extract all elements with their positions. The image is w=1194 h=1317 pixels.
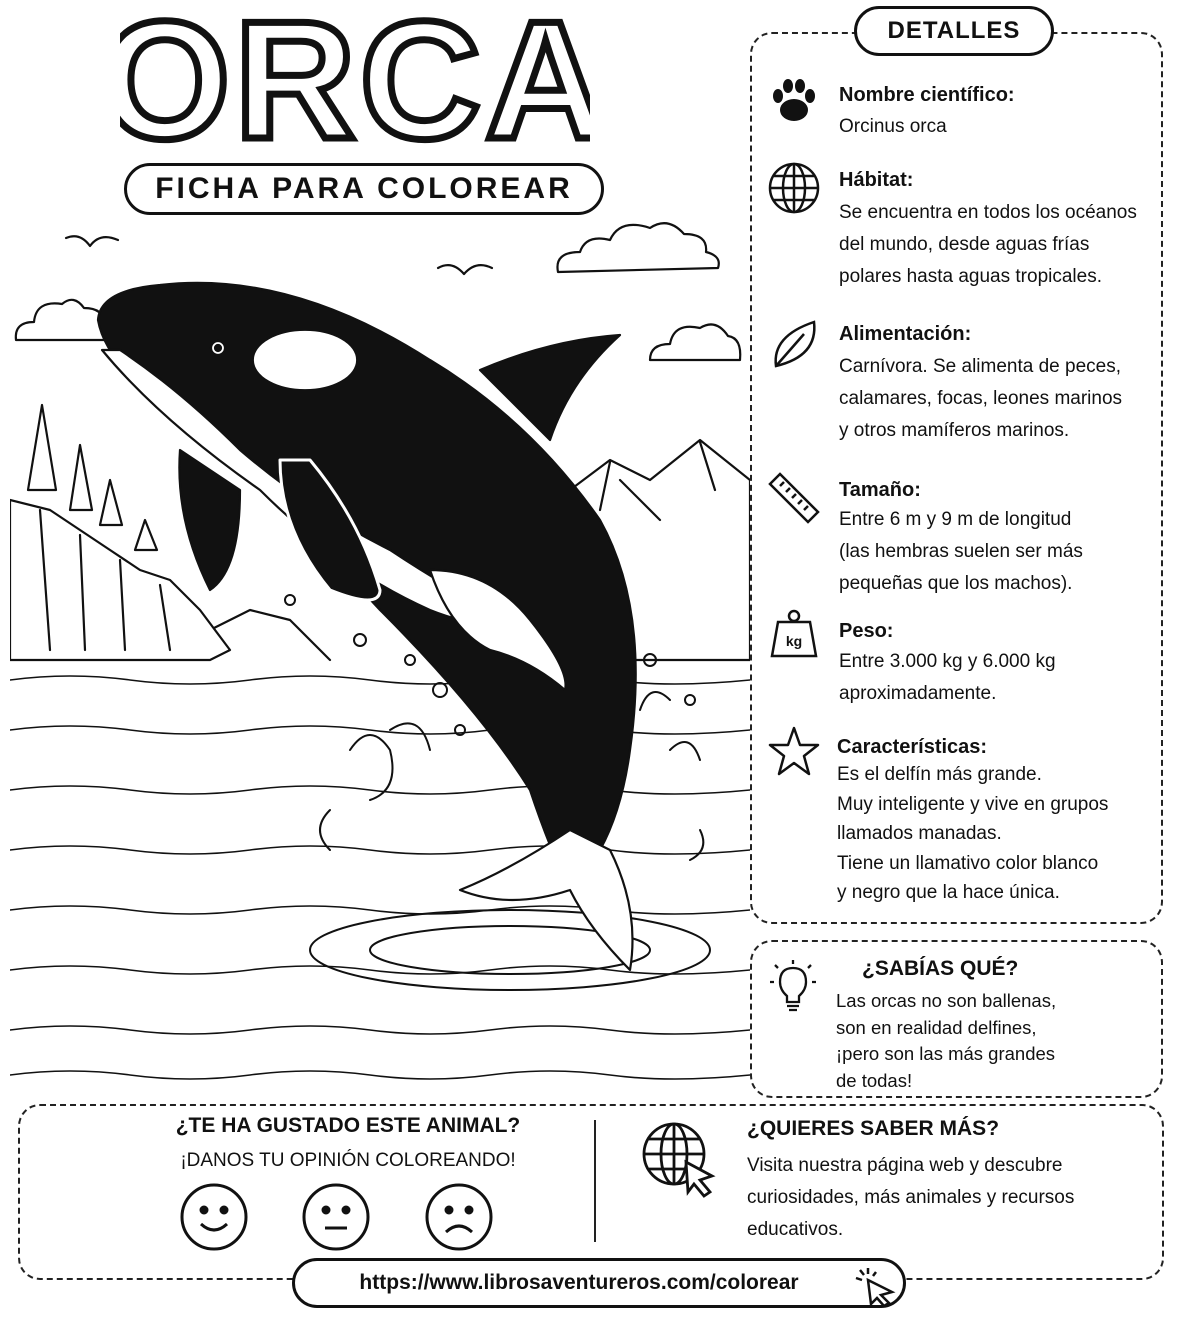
cloud-icon xyxy=(650,324,740,360)
star-icon xyxy=(766,724,822,780)
detail-title: Peso: xyxy=(839,620,894,642)
detail-text: Entre 6 m y 9 m de longitud (las hembras suelen ser más pequeñas que los machos). xyxy=(839,509,1083,594)
bird-icon xyxy=(438,265,492,274)
bird-icon xyxy=(66,236,118,246)
feedback-title: ¿TE HA GUSTADO ESTE ANIMAL? xyxy=(175,1114,521,1137)
ruler-icon xyxy=(766,470,822,526)
details-heading: DETALLES xyxy=(854,6,1054,56)
subtitle-badge: FICHA PARA COLOREAR xyxy=(124,163,604,215)
website-link[interactable]: https://www.librosaventureros.com/colorear xyxy=(292,1258,906,1308)
detail-text: Se encuentra en todos los océanos del mundo, desde aguas frías polares hasta aguas tropicales. xyxy=(839,202,1137,287)
globe-icon xyxy=(766,160,822,216)
page-title: ORCA xyxy=(120,6,590,156)
detail-title: Nombre científico: xyxy=(839,84,1015,106)
paw-icon xyxy=(766,72,822,128)
fun-fact-title: ¿SABÍAS QUÉ? xyxy=(862,957,1019,980)
detail-title: Tamaño: xyxy=(839,479,921,501)
lightbulb-icon xyxy=(768,958,818,1016)
footer-divider xyxy=(594,1120,596,1242)
leaf-icon xyxy=(766,316,822,372)
happy-face-icon[interactable] xyxy=(179,1182,249,1252)
feedback-subtitle: ¡DANOS TU OPINIÓN COLOREANDO! xyxy=(180,1150,516,1171)
click-cursor-icon xyxy=(852,1266,898,1306)
detail-text: Orcinus orca xyxy=(839,116,947,137)
detail-title: Hábitat: xyxy=(839,169,914,191)
sad-face-icon[interactable] xyxy=(424,1182,494,1252)
weight-icon-label: kg xyxy=(785,633,803,649)
globe-cursor-icon[interactable] xyxy=(640,1120,720,1198)
detail-text: Carnívora. Se alimenta de peces, calamares, focas, leones marinos y otros mamíferos marinos. xyxy=(839,356,1123,441)
neutral-face-icon[interactable] xyxy=(301,1182,371,1252)
cloud-icon xyxy=(557,223,718,272)
detail-text: Es el delfín más grande. Muy inteligente y vive en grupos llamados manadas. Tiene un llamativo color blanco y negro que la hace única. xyxy=(837,764,1109,903)
detail-text: Entre 3.000 kg y 6.000 kg aproximadamente. xyxy=(839,651,1056,704)
title-lettering xyxy=(120,6,590,156)
detail-title: Características: xyxy=(837,736,988,758)
learn-more-text: Visita nuestra página web y descubre curiosidades, más animales y recursos educativos. xyxy=(747,1155,1075,1240)
orca-illustration xyxy=(10,190,750,1090)
detail-title: Alimentación: xyxy=(839,323,972,345)
fun-fact-text: Las orcas no son ballenas, son en realidad delfines, ¡pero son las más grandes de todas! xyxy=(836,990,1057,1091)
learn-more-title: ¿QUIERES SABER MÁS? xyxy=(747,1117,1000,1140)
weight-icon xyxy=(766,606,822,662)
